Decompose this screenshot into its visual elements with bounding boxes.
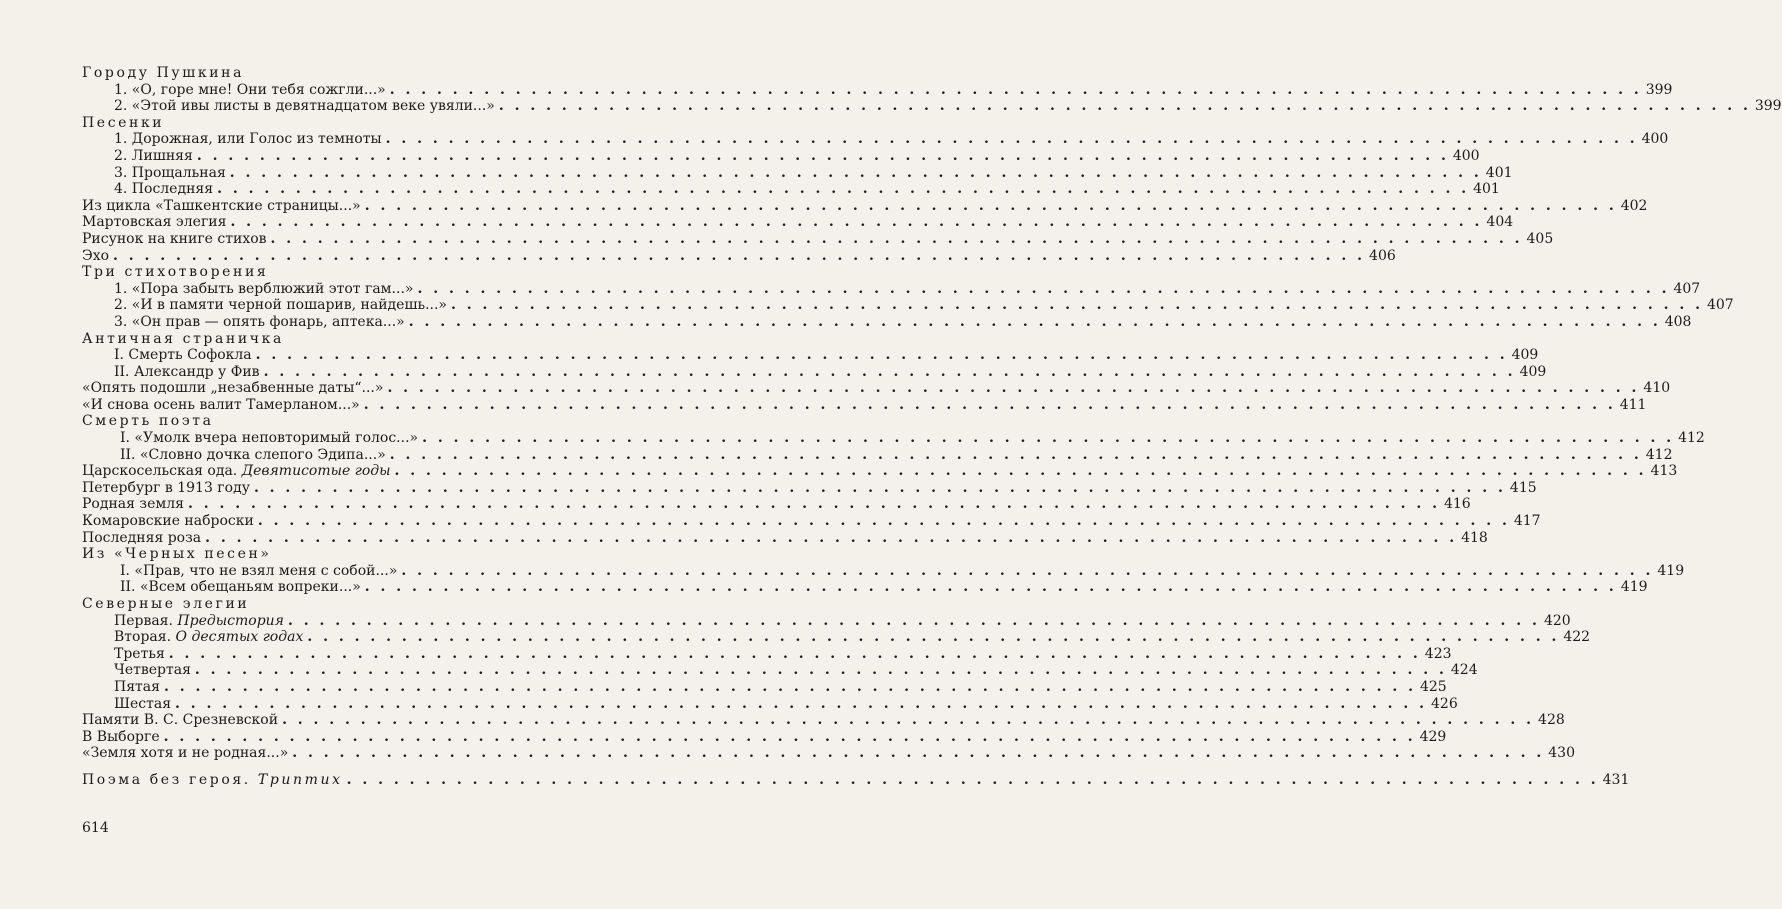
entry-page-number: 409	[1511, 347, 1539, 364]
toc-entry	[82, 147, 1480, 165]
dot-leader: . . . . . . . . . . . . . . . . . . . . . . . . . . . . . . . . . . . . . . . . . . . . . . . . . . . . . . . . . . . . . . . . . . . . . . . . . . . . . . . .	[263, 363, 1516, 380]
dot-leader: . . . . . . . . . . . . . . . . . . . . . . . . . . . . . . . . . . . . . . . . . . . . . . . . . . . . . . . . . . . . . . . . . . . . . . . . . . . . . . . .	[401, 562, 1654, 579]
entry-title-text: I. «Прав, что не взял меня с собой...»	[120, 562, 398, 579]
entry-title-text: 4. Последняя	[114, 181, 214, 198]
entry-page-number: 430	[1548, 745, 1575, 762]
entry-title-text: 1. Дорожная, или Голос из темноты	[114, 131, 382, 148]
entry-title	[82, 397, 360, 414]
entry-title-text: II. Александр у Фив	[114, 363, 260, 380]
entry-title	[114, 347, 252, 364]
section-heading-text: Северные элегии	[82, 596, 250, 612]
toc-entry	[82, 280, 1701, 298]
page-number: 614	[82, 820, 109, 836]
dot-leader: . . . . . . . . . . . . . . . . . . . . . . . . . . . . . . . . . . . . . . . . . . . . . . . . . . . . . . . . . . . . . . . . . . . . . . . . . . . . . . . .	[385, 131, 1638, 148]
entry-title	[82, 772, 343, 789]
entry-title	[120, 563, 397, 580]
entry-title-text: Родная земля	[82, 496, 184, 513]
entry-title-text: Из цикла «Ташкентские страницы...»	[82, 197, 361, 214]
toc-section-heading	[82, 596, 640, 613]
entry-page-number: 416	[1443, 496, 1471, 513]
dot-leader: . . . . . . . . . . . . . . . . . . . . . . . . . . . . . . . . . . . . . . . . . . . . . . . . . . . . . . . . . . . . . . . . . . . . . . . . . . . . . . . .	[229, 164, 1482, 181]
entry-page-number: 419	[1657, 562, 1685, 579]
entry-title	[114, 679, 160, 696]
entry-page-number: 428	[1538, 712, 1565, 729]
toc-section-heading	[82, 413, 640, 430]
entry-title	[114, 364, 260, 381]
entry-title	[82, 712, 278, 729]
dot-leader: . . . . . . . . . . . . . . . . . . . . . . . . . . . . . . . . . . . . . . . . . . . . . . . . . . . . . . . . . . . . . . . . . . . . . . . . . . . . . . . .	[451, 297, 1703, 314]
dot-leader: . . . . . . . . . . . . . . . . . . . . . . . . . . . . . . . . . . . . . . . . . . . . . . . . . . . . . . . . . . . . . . . . . . . . . . . . . . . . . . . .	[364, 579, 1617, 596]
entry-title-text: Первая.	[114, 612, 173, 629]
entry-title-text: Вторая.	[114, 629, 172, 646]
toc-entry	[82, 347, 1539, 364]
dot-leader: . . . . . . . . . . . . . . . . . . . . . . . . . . . . . . . . . . . . . . . . . . . . . . . . . . . . . . . . . . . . . . . . . . . . . . . . . . . . . . . .	[113, 247, 1366, 264]
entry-title-text: Эхо	[82, 247, 110, 264]
entry-title-text: 3. Прощальная	[114, 164, 226, 181]
dot-leader: . . . . . . . . . . . . . . . . . . . . . . . . . . . . . . . . . . . . . . . . . . . . . . . . . . . . . . . . . . . . . . . . . . . . . . . . . . . . . . . .	[168, 645, 1421, 662]
toc-entry	[82, 98, 1782, 115]
entry-title	[82, 380, 383, 397]
toc-entry	[82, 463, 1678, 480]
entry-title-text: Шестая	[114, 695, 172, 712]
entry-page-number: 401	[1485, 164, 1513, 181]
toc-entry	[82, 678, 1447, 696]
entry-title	[114, 297, 447, 314]
toc-entry	[82, 629, 1591, 646]
entry-page-number: 424	[1450, 662, 1478, 679]
entry-title	[114, 148, 193, 165]
toc-entry	[82, 712, 1565, 729]
dot-leader: . . . . . . . . . . . . . . . . . . . . . . . . . . . . . . . . . . . . . . . . . . . . . . . . . . . . . . . . . . . . . . . . . . . . . . . . . . . . . . . .	[307, 629, 1560, 646]
toc-entry	[82, 131, 1669, 148]
entry-page-number: 409	[1519, 363, 1547, 380]
dot-leader: . . . . . . . . . . . . . . . . . . . . . . . . . . . . . . . . . . . . . . . . . . . . . . . . . . . . . . . . . . . . . . . . . . . . . . . . . . . . . . . .	[196, 147, 1449, 164]
entry-page-number: 399	[1754, 98, 1782, 115]
entry-title-text: Мартовская элегия	[82, 214, 227, 231]
entry-title-text: Поэма без героя.	[82, 771, 251, 788]
entry-title	[120, 579, 361, 596]
dot-leader: . . . . . . . . . . . . . . . . . . . . . . . . . . . . . . . . . . . . . . . . . . . . . . . . . . . . . . . . . . . . . . . . . . . . . . . . . . . . . . . .	[163, 728, 1416, 745]
entry-title-italic: О десятых годах	[175, 629, 304, 646]
entry-title-text: 3. «Он прав — опять фонарь, аптека...»	[114, 313, 405, 330]
entry-title	[82, 496, 184, 513]
entry-title	[114, 281, 413, 298]
entry-title	[114, 613, 284, 630]
entry-page-number: 425	[1419, 678, 1447, 695]
entry-page-number: 400	[1641, 131, 1669, 148]
entry-title-italic: Предыстория	[177, 612, 284, 629]
entry-title-text: 1. «Пора забыть верблюжий этот гам...»	[114, 280, 414, 297]
toc-section-heading	[82, 115, 640, 132]
toc-entry	[82, 612, 1571, 630]
section-heading-text: Из «Черных песен»	[82, 546, 272, 563]
dot-leader: . . . . . . . . . . . . . . . . . . . . . . . . . . . . . . . . . . . . . . . . . . . . . . . . . . . . . . . . . . . . . . . . . . . . . . . . . . . . . . . .	[187, 496, 1440, 513]
entry-page-number: 413	[1650, 463, 1678, 480]
entry-title-text: 2. «И в памяти черной пошарив, найдешь...»	[114, 297, 447, 314]
dot-leader: . . . . . . . . . . . . . . . . . . . . . . . . . . . . . . . . . . . . . . . . . . . . . . . . . . . . . . . . . . . . . . . . . . . . . . . . . . . . . . . .	[417, 280, 1670, 297]
dot-leader: . . . . . . . . . . . . . . . . . . . . . . . . . . . . . . . . . . . . . . . . . . . . . . . . . . . . . . . . . . . . . . . . . . . . . . . . . . . . . . . .	[394, 463, 1647, 480]
entry-page-number: 406	[1369, 247, 1396, 264]
dot-leader: . . . . . . . . . . . . . . . . . . . . . . . . . . . . . . . . . . . . . . . . . . . . . . . . . . . . . . . . . . . . . . . . . . . . . . . . . . . . . . . .	[255, 347, 1508, 364]
entry-page-number: 404	[1486, 214, 1514, 231]
toc-entry	[82, 695, 1458, 713]
section-heading-text: Античная страничка	[82, 330, 284, 347]
entry-title	[82, 530, 201, 547]
dot-leader: . . . . . . . . . . . . . . . . . . . . . . . . . . . . . . . . . . . . . . . . . . . . . . . . . . . . . . . . . . . . . . . . . . . . . . . . . . . . . . . .	[163, 678, 1416, 695]
entry-title-text: II. «Словно дочка слепого Эдипа...»	[120, 446, 386, 463]
dot-leader: . . . . . . . . . . . . . . . . . . . . . . . . . . . . . . . . . . . . . . . . . . . . . . . . . . . . . . . . . . . . . . . . . . . . . . . . . . . . . . . .	[270, 230, 1523, 247]
toc-entry	[82, 662, 1478, 679]
dot-leader: . . . . . . . . . . . . . . . . . . . . . . . . . . . . . . . . . . . . . . . . . . . . . . . . . . . . . . . . . . . . . . . . . . . . . . . . . . . . . . . .	[422, 430, 1675, 447]
toc-entry	[82, 728, 1447, 746]
dot-leader: . . . . . . . . . . . . . . . . . . . . . . . . . . . . . . . . . . . . . . . . . . . . . . . . . . . . . . . . . . . . . . . . . . . . . . . . . . . . . . . .	[217, 181, 1470, 198]
table-of-contents	[82, 65, 1782, 789]
entry-title	[82, 198, 361, 215]
dot-leader: . . . . . . . . . . . . . . . . . . . . . . . . . . . . . . . . . . . . . . . . . . . . . . . . . . . . . . . . . . . . . . . . . . . . . . . . . . . . . . . .	[175, 695, 1428, 712]
toc-entry	[82, 380, 1671, 397]
entry-page-number: 399	[1645, 81, 1673, 98]
section-heading-text: Смерть поэта	[82, 413, 214, 430]
entry-page-number: 407	[1673, 280, 1701, 297]
toc-entry	[82, 81, 1673, 99]
entry-title-text: 2. Лишняя	[114, 147, 193, 164]
entry-page-number: 429	[1419, 728, 1447, 745]
entry-title-text: Четвертая	[114, 662, 191, 679]
dot-leader: . . . . . . . . . . . . . . . . . . . . . . . . . . . . . . . . . . . . . . . . . . . . . . . . . . . . . . . . . . . . . . . . . . . . . . . . . . . . . . . .	[257, 513, 1510, 530]
dot-leader: . . . . . . . . . . . . . . . . . . . . . . . . . . . . . . . . . . . . . . . . . . . . . . . . . . . . . . . . . . . . . . . . . . . . . . . . . . . . . . . .	[389, 81, 1642, 98]
entry-title-text: Третья	[114, 645, 165, 662]
entry-page-number: 412	[1645, 446, 1673, 463]
toc-entry	[82, 645, 1452, 663]
dot-leader: . . . . . . . . . . . . . . . . . . . . . . . . . . . . . . . . . . . . . . . . . . . . . . . . . . . . . . . . . . . . . . . . . . . . . . . . . . . . . . . .	[205, 529, 1458, 546]
entry-page-number: 400	[1452, 147, 1480, 164]
entry-title-text: I. «Умолк вчера неповторимый голос...»	[120, 430, 419, 447]
entry-page-number: 412	[1678, 430, 1705, 447]
entry-title	[82, 463, 391, 480]
toc-entry	[82, 496, 1471, 513]
toc-entry	[82, 513, 1541, 530]
toc-entry	[82, 529, 1488, 547]
dot-leader: . . . . . . . . . . . . . . . . . . . . . . . . . . . . . . . . . . . . . . . . . . . . . . . . . . . . . . . . . . . . . . . . . . . . . . . . . . . . . . . .	[408, 313, 1661, 330]
entry-title	[82, 480, 250, 497]
entry-page-number: 418	[1461, 529, 1488, 546]
section-heading-text: Городу Пушкина	[82, 65, 245, 81]
entry-title	[82, 231, 267, 248]
entry-page-number: 402	[1620, 197, 1648, 214]
entry-page-number: 420	[1543, 612, 1571, 629]
entry-title	[114, 629, 303, 646]
entry-title	[82, 248, 109, 265]
entry-page-number: 422	[1563, 629, 1591, 646]
toc-entry	[82, 579, 1648, 596]
entry-page-number: 408	[1664, 313, 1692, 330]
entry-title-text: «И снова осень валит Тамерланом...»	[82, 396, 360, 413]
dot-leader: . . . . . . . . . . . . . . . . . . . . . . . . . . . . . . . . . . . . . . . . . . . . . . . . . . . . . . . . . . . . . . . . . . . . . . . . . . . . . . . .	[387, 380, 1640, 397]
entry-title-text: 2. «Этой ивы листы в девятнадцатом веке увяли...»	[114, 98, 495, 115]
entry-title-text: В Выборге	[82, 728, 160, 745]
entry-page-number: 431	[1602, 771, 1630, 788]
toc-entry	[82, 214, 1514, 231]
toc-section-heading	[82, 65, 640, 82]
entry-title	[120, 430, 418, 447]
dot-leader: . . . . . . . . . . . . . . . . . . . . . . . . . . . . . . . . . . . . . . . . . . . . . . . . . . . . . . . . . . . . . . . . . . . . . . . . . . . . . . . .	[230, 214, 1483, 231]
entry-title-text: Комаровские наброски	[82, 513, 254, 530]
entry-page-number: 405	[1526, 230, 1554, 247]
entry-title	[114, 314, 405, 331]
entry-title	[114, 131, 382, 148]
entry-title-text: «Земля хотя и не родная...»	[82, 745, 289, 762]
entry-title	[114, 646, 165, 663]
entry-title	[114, 662, 191, 679]
toc-entry	[82, 247, 1396, 265]
entry-page-number: 415	[1509, 479, 1537, 496]
toc-section-heading	[82, 331, 640, 348]
toc-entry	[82, 479, 1537, 497]
dot-leader: . . . . . . . . . . . . . . . . . . . . . . . . . . . . . . . . . . . . . . . . . . . . . . . . . . . . . . . . . . . . . . . . . . . . . . . . . . . . . . . .	[287, 612, 1540, 629]
entry-title	[114, 98, 495, 115]
entry-title	[82, 214, 226, 231]
toc-entry	[82, 197, 1648, 215]
entry-title	[114, 181, 213, 198]
toc-entry	[82, 396, 1647, 414]
entry-title-text: «Опять подошли „незабвенные даты“...»	[82, 380, 384, 397]
dot-leader: . . . . . . . . . . . . . . . . . . . . . . . . . . . . . . . . . . . . . . . . . . . . . . . . . . . . . . . . . . . . . . . . . . . . . . . . . . . . . . . .	[253, 479, 1506, 496]
entry-page-number: 410	[1643, 380, 1671, 397]
dot-leader: . . . . . . . . . . . . . . . . . . . . . . . . . . . . . . . . . . . . . . . . . . . . . . . . . . . . . . . . . . . . . . . . . . . . . . . . . . . . . . . .	[389, 446, 1642, 463]
entry-title-text: Петербург в 1913 году	[82, 479, 250, 496]
toc-entry	[82, 771, 1630, 789]
entry-title-text: I. Смерть Софокла	[114, 347, 252, 364]
toc-entry	[82, 230, 1554, 248]
entry-page-number: 407	[1706, 297, 1734, 314]
entry-title-text: Последняя роза	[82, 529, 202, 546]
dot-leader: . . . . . . . . . . . . . . . . . . . . . . . . . . . . . . . . . . . . . . . . . . . . . . . . . . . . . . . . . . . . . . . . . . . . . . . . . . . . . . . .	[292, 745, 1545, 762]
entry-title-text: Памяти В. С. Срезневской	[82, 712, 279, 729]
entry-page-number: 417	[1513, 513, 1541, 530]
entry-page-number: 411	[1619, 396, 1647, 413]
dot-leader: . . . . . . . . . . . . . . . . . . . . . . . . . . . . . . . . . . . . . . . . . . . . . . . . . . . . . . . . . . . . . . . . . . . . . . . . . . . . . . . .	[194, 662, 1447, 679]
toc-entry	[82, 745, 1575, 762]
toc-section-heading	[82, 264, 640, 281]
toc-entry	[82, 562, 1685, 580]
dot-leader: . . . . . . . . . . . . . . . . . . . . . . . . . . . . . . . . . . . . . . . . . . . . . . . . . . . . . . . . . . . . . . . . . . . . . . . . . . . . . . . .	[282, 712, 1535, 729]
dot-leader: . . . . . . . . . . . . . . . . . . . . . . . . . . . . . . . . . . . . . . . . . . . . . . . . . . . . . . . . . . . . . . . . . . . . . . . . . . . . . . . .	[363, 396, 1616, 413]
entry-title-text: Пятая	[114, 678, 160, 695]
entry-title	[120, 447, 386, 464]
entry-title-text: II. «Всем обещаньям вопреки...»	[120, 579, 361, 596]
toc-entry	[82, 430, 1705, 447]
entry-title	[82, 729, 160, 746]
entry-title-text: Царскосельская ода.	[82, 463, 238, 480]
toc-entry	[82, 297, 1734, 314]
toc-entry	[82, 181, 1500, 198]
entry-title-italic: Девятисотые годы	[241, 463, 391, 480]
entry-title-text: Рисунок на книге стихов	[82, 230, 267, 247]
toc-entry	[82, 446, 1673, 464]
dot-leader: . . . . . . . . . . . . . . . . . . . . . . . . . . . . . . . . . . . . . . . . . . . . . . . . . . . . . . . . . . . . . . . . . . . . . . . . . . . . . . . .	[346, 771, 1599, 788]
entry-title	[114, 165, 226, 182]
toc-entry	[82, 363, 1547, 381]
entry-title	[114, 696, 171, 713]
toc-entry	[82, 313, 1692, 331]
entry-title	[82, 745, 288, 762]
entry-page-number: 419	[1620, 579, 1648, 596]
entry-title	[82, 513, 254, 530]
section-heading-text: Песенки	[82, 114, 165, 131]
dot-leader: . . . . . . . . . . . . . . . . . . . . . . . . . . . . . . . . . . . . . . . . . . . . . . . . . . . . . . . . . . . . . . . . . . . . . . . . . . . . . . . .	[364, 197, 1617, 214]
section-heading-text: Три стихотворения	[82, 264, 269, 281]
entry-title-italic: Триптих	[257, 771, 343, 788]
entry-title-text: 1. «О, горе мне! Они тебя сожгли...»	[114, 81, 386, 98]
dot-leader: . . . . . . . . . . . . . . . . . . . . . . . . . . . . . . . . . . . . . . . . . . . . . . . . . . . . . . . . . . . . . . . . . . . . . . . . . . . . . . . .	[498, 98, 1751, 115]
entry-page-number: 401	[1473, 181, 1500, 198]
toc-entry	[82, 164, 1513, 182]
toc-section-heading	[82, 546, 640, 563]
entry-page-number: 423	[1424, 645, 1452, 662]
entry-title	[114, 82, 386, 99]
entry-page-number: 426	[1431, 695, 1458, 712]
